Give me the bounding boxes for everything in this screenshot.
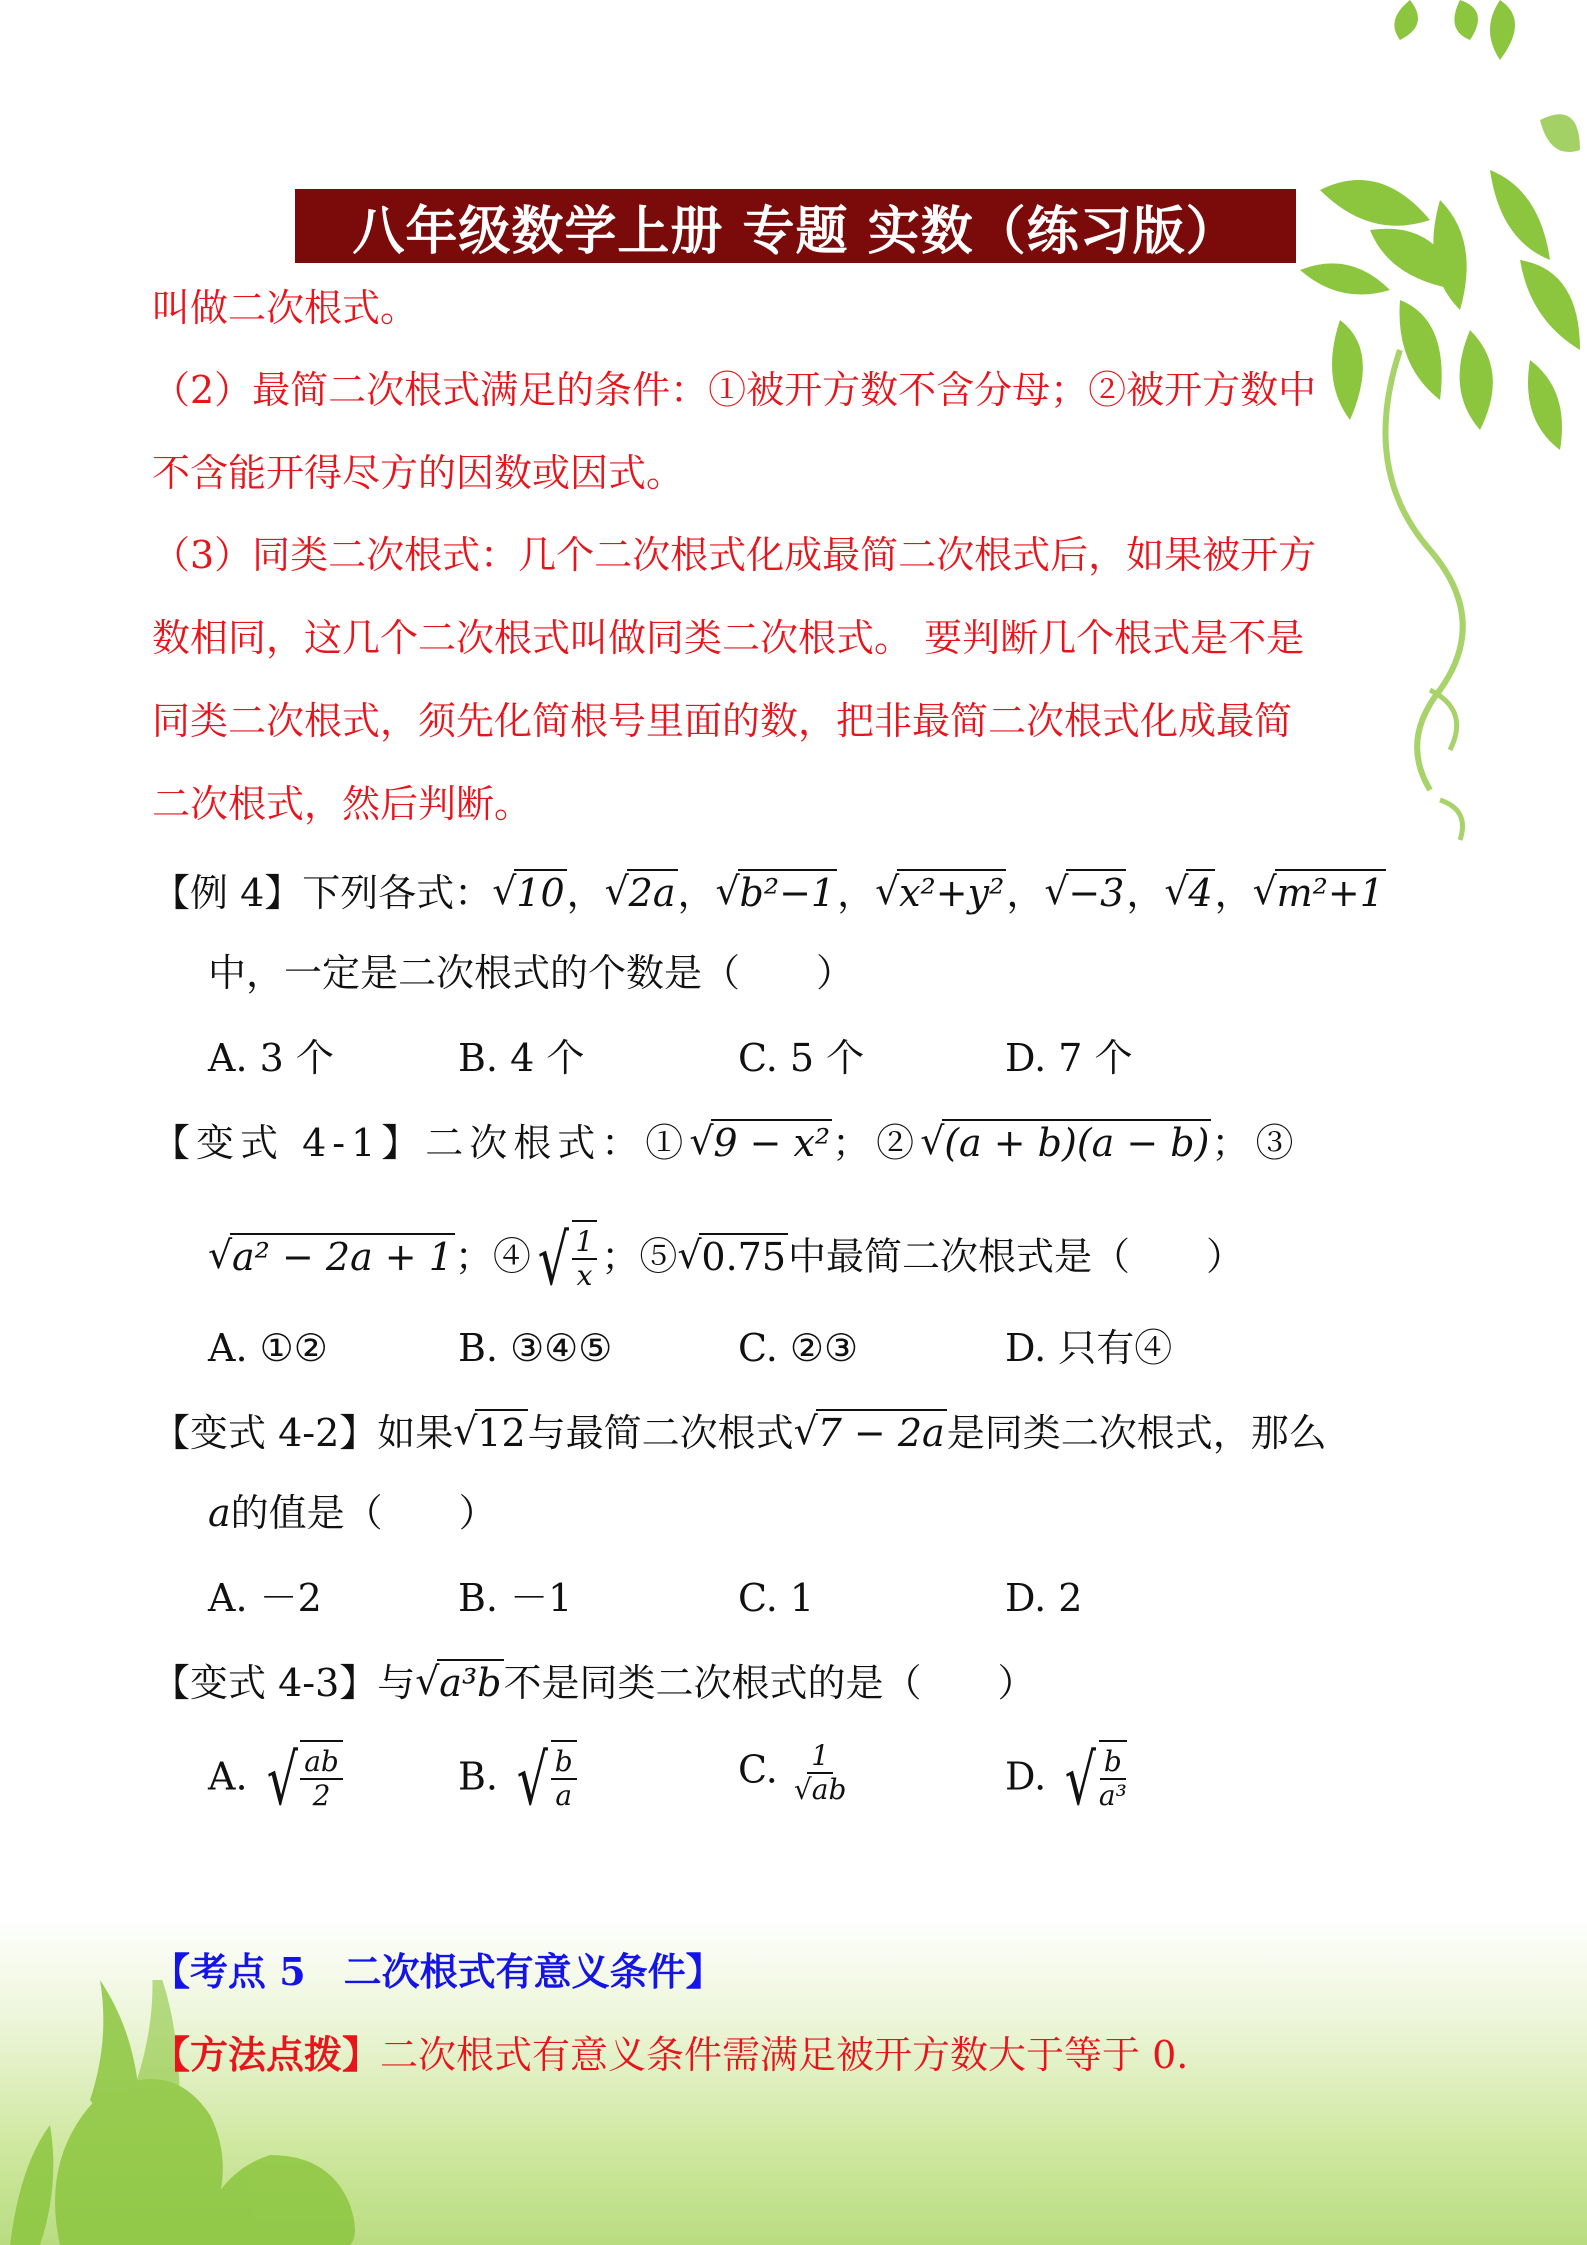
variant41-option-d: D. 只有④ bbox=[1005, 1326, 1173, 1370]
variant41-option-c: C. ②③ bbox=[738, 1326, 859, 1370]
example4-option-a: A. 3 个 bbox=[208, 1036, 334, 1080]
example4-line2: 中，一定是二次根式的个数是（ ） bbox=[208, 951, 855, 995]
topic5-heading: 【考点 5 二次根式有意义条件】 bbox=[152, 1949, 724, 1994]
variant43-option-b: B. √ $\frac{b}{a}$ bbox=[458, 1740, 581, 1820]
sqrt-expr: √ −3 bbox=[1044, 868, 1126, 918]
variant43-question: 【变式 4-3】与 √ a³b不是同类二次根式的是（ ） bbox=[152, 1658, 1036, 1708]
sqrt-expr: √ x²+y² bbox=[875, 868, 1006, 918]
variant41-option-a: A. ①② bbox=[208, 1326, 328, 1370]
example4-option-c: C. 5 个 bbox=[738, 1036, 865, 1080]
variant42-option-d: D. 2 bbox=[1005, 1576, 1083, 1620]
notes-item3-line2: 数相同，这几个二次根式叫做同类二次根式。 要判断几个根式是不是 bbox=[152, 616, 1305, 660]
sqrt-expr: √ 10 bbox=[492, 868, 566, 918]
variant42-option-a: A. －2 bbox=[208, 1576, 322, 1620]
example4-option-d: D. 7 个 bbox=[1005, 1036, 1133, 1080]
example4-prefix: 下列各式： bbox=[302, 871, 493, 915]
notes-item3-line3: 同类二次根式，须先化简根号里面的数，把非最简二次根式化成最简 bbox=[152, 699, 1293, 743]
notes-item3-line1: （3）同类二次根式：几个二次根式化成最简二次根式后，如果被开方 bbox=[152, 533, 1317, 577]
notes-line1: 叫做二次根式。 bbox=[152, 286, 419, 330]
notes-item2-line1: （2）最简二次根式满足的条件：①被开方数不含分母；②被开方数中 bbox=[152, 368, 1317, 412]
page-title: 八年级数学上册 专题 实数（练习版） bbox=[295, 189, 1296, 263]
variant42-line2: a的值是（ ） bbox=[208, 1491, 497, 1535]
variant42-option-c: C. 1 bbox=[738, 1576, 815, 1620]
variant42-question: 【变式 4-2】如果 √ 12与最简二次根式 √ 7 − 2a是同类二次根式，那么 bbox=[152, 1408, 1327, 1458]
sqrt-expr: √ 2a bbox=[605, 868, 678, 918]
topic5-method bbox=[152, 2030, 1188, 2080]
method-label: 【方法点拨】 bbox=[152, 2032, 381, 2077]
sqrt-expr: √ 4 bbox=[1164, 868, 1214, 918]
notes-item2-line2: 不含能开得尽方的因数或因式。 bbox=[152, 451, 685, 495]
sqrt-expr: √ m²+1 bbox=[1253, 868, 1386, 918]
variant43-option-a: A. √ $\frac{ab}{2}$ bbox=[208, 1740, 347, 1820]
variant41-option-b: B. ③④⑤ bbox=[458, 1326, 613, 1370]
variant41-question: 【变式 4-1】二次根式：① √ 9 − x²；② √ (a + b)(a − b)；③ bbox=[152, 1118, 1299, 1168]
variant43-option-c: C. $\frac{1}{√ab}$ bbox=[738, 1739, 847, 1806]
variant42-option-b: B. －1 bbox=[458, 1576, 573, 1620]
example4-label: 【例 4】 bbox=[152, 871, 303, 915]
notes-item3-line4: 二次根式，然后判断。 bbox=[152, 782, 533, 826]
variant41-line2: √ a² − 2a + 1；④ √ $\frac{1}{x}$ ；⑤ √ 0.75中最简二次根式是（ ） bbox=[208, 1220, 1244, 1300]
sqrt-expr: √ b²−1 bbox=[716, 868, 838, 918]
example4-question: 【例 4】下列各式： √ 10， √ 2a， √ b²−1， √ x²+y²， √ −3， √ 4， √ m²+1 bbox=[152, 868, 1386, 918]
method-text: 二次根式有意义条件需满足被开方数大于等于 0. bbox=[380, 2033, 1189, 2077]
example4-option-b: B. 4 个 bbox=[458, 1036, 585, 1080]
variant43-option-d: D. √ $\frac{b}{\text{a³}}$ bbox=[1005, 1739, 1127, 1821]
